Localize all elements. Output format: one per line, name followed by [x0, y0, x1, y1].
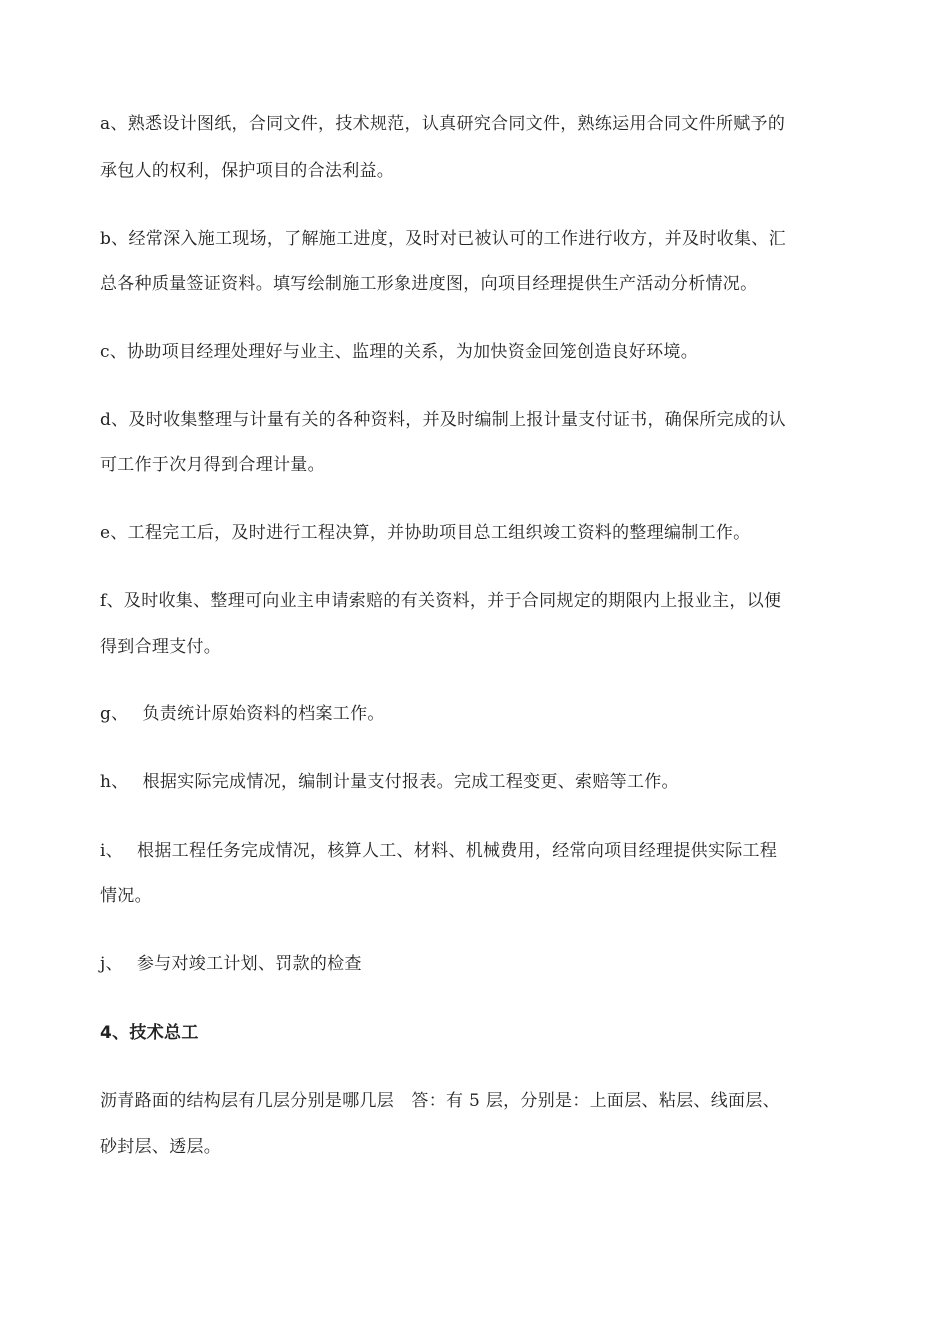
list-item-text: 根据工程任务完成情况，核算人工、材料、机械费用，经常向项目经理提供实际工程 — [137, 841, 778, 861]
list-item-c-line-1 — [100, 340, 860, 364]
list-marker: d、 — [100, 410, 129, 430]
list-item-text: 及时收集、整理可向业主申请索赔的有关资料，并于合同规定的期限内上报业主，以便 — [123, 591, 782, 611]
list-item-text: 及时收集整理与计量有关的各种资料，并及时编制上报计量支付证书，确保所完成的认 — [128, 410, 786, 430]
list-item-h-line-1 — [100, 770, 860, 794]
list-item-text: 协助项目经理处理好与业主、监理的关系，为加快资金回笼创造良好环境。 — [127, 342, 699, 362]
list-item-text: 参与对竣工计划、罚款的检查 — [136, 954, 362, 974]
list-item-f-line-2: 得到合理支付。 — [100, 637, 222, 657]
list-marker: a、 — [100, 114, 128, 134]
list-item-i-line-2: 情况。 — [100, 886, 152, 906]
qa-line-2: 砂封层、透层。 — [100, 1137, 222, 1157]
list-item-b-line-1 — [100, 227, 860, 251]
list-item-d-line-1 — [100, 408, 860, 432]
list-item-i-line-1 — [100, 839, 860, 863]
list-item-text: 经常深入施工现场，了解施工进度，及时对已被认可的工作进行收方，并及时收集、汇 — [128, 229, 786, 249]
list-marker: i、 — [100, 841, 124, 861]
list-item-text: 工程完工后，及时进行工程决算，并协助项目总工组织竣工资料的整理编制工作。 — [127, 523, 751, 543]
list-item-f-line-1 — [100, 589, 860, 613]
list-item-a-line-1 — [100, 112, 860, 136]
list-item-text: 负责统计原始资料的档案工作。 — [142, 704, 385, 724]
list-item-a-line-2: 承包人的权利，保护项目的合法利益。 — [100, 161, 395, 181]
list-item-b-line-2: 总各种质量签证资料。填写绘制施工形象进度图，向项目经理提供生产活动分析情况。 — [100, 274, 758, 294]
list-item-g-line-1 — [100, 702, 860, 726]
list-item-e-line-1 — [100, 521, 860, 545]
list-item-d-line-2: 可工作于次月得到合理计量。 — [100, 455, 325, 475]
list-item-text: 根据实际完成情况，编制计量支付报表。完成工程变更、索赔等工作。 — [142, 772, 679, 792]
list-marker: g、 — [100, 704, 129, 724]
qa-line-1: 沥青路面的结构层有几层分别是哪几层 答：有 5 层，分别是：上面层、粘层、线面层、 — [100, 1091, 780, 1111]
list-marker: h、 — [100, 772, 129, 792]
list-item-j-line-1 — [100, 952, 860, 976]
list-marker: j、 — [100, 954, 123, 974]
list-marker: b、 — [100, 229, 129, 249]
list-marker: c、 — [100, 342, 128, 362]
section-heading: 4、技术总工 — [100, 1023, 199, 1043]
list-marker: f、 — [100, 591, 124, 611]
list-marker: e、 — [100, 523, 128, 543]
list-item-text: 熟悉设计图纸，合同文件，技术规范，认真研究合同文件，熟练运用合同文件所赋予的 — [127, 114, 786, 134]
